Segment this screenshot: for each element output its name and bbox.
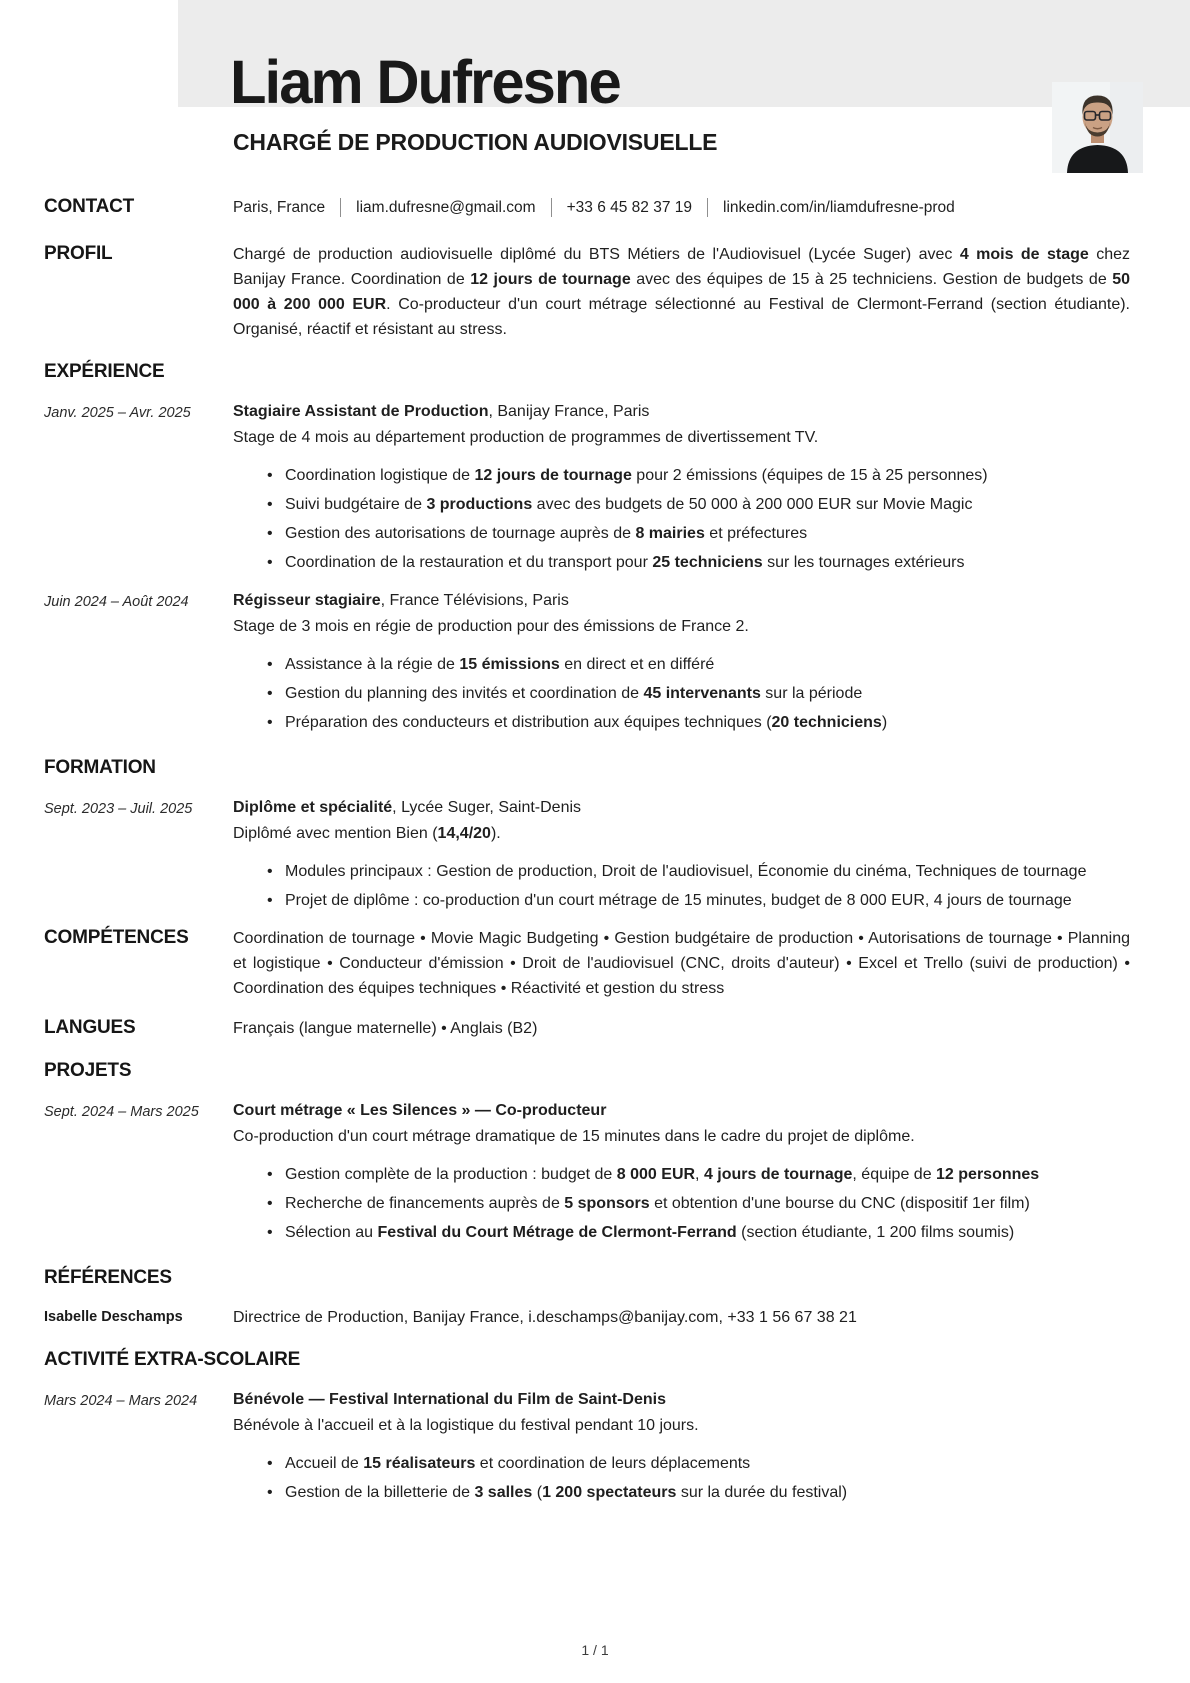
extra-label: ACTIVITÉ EXTRA-SCOLAIRE [44, 1349, 301, 1370]
bullet-item: • Assistance à la régie de 15 émissions en direct et en différé [233, 651, 1130, 678]
profile-photo [1052, 82, 1143, 173]
contact-label: CONTACT [44, 196, 135, 217]
contact-linkedin: linkedin.com/in/liamdufresne-prod [723, 199, 955, 216]
extra-entry [44, 1387, 1130, 1508]
entry-description: Bénévole à l'accueil et à la logistique du festival pendant 10 jours. [233, 1417, 699, 1434]
bullet-item: • Projet de diplôme : co-production d'un court métrage de 15 minutes, budget de 8 000 EUR, 4 jours de tournage [233, 887, 1130, 914]
references-label: RÉFÉRENCES [44, 1267, 172, 1288]
entry-title [233, 399, 1130, 425]
entry-dates: Sept. 2023 – Juil. 2025 [44, 801, 193, 817]
bullet-item: • Gestion du planning des invités et coordination de 45 intervenants sur la période [233, 680, 1130, 707]
entry-title-rest: , Banijay France, Paris [488, 403, 650, 420]
section-heading-formation [44, 756, 1130, 780]
section-heading-experience [44, 360, 1130, 384]
bullet-list [233, 858, 1130, 914]
bullet-list [233, 1161, 1130, 1246]
entry-description: Stage de 4 mois au département production de programmes de divertissement TV. [233, 429, 819, 446]
entry-description: Diplômé avec mention Bien (14,4/20). [233, 825, 501, 842]
formation-entry [44, 795, 1130, 916]
section-competences [44, 926, 1130, 1001]
profil-text: Chargé de production audiovisuelle diplômé du BTS Métiers de l'Audiovisuel (Lycée Suger) avec 4 mois de stage chez Banijay France. Coordination de 12 jours de tournage avec des équipes de 15 à 25 techniciens. Gestion de budgets de 50 000 à 200 000 EUR. Co-producteur d'un court métrage sélectionné au Festival de Clermont-Ferrand (section étudiante). Organisé, réactif et résistant au stress. [233, 246, 1131, 338]
bullet-item: • Préparation des conducteurs et distribution aux équipes techniques (20 techniciens) [233, 709, 1130, 736]
entry-title-bold: Stagiaire Assistant de Production [233, 403, 489, 420]
section-contact [44, 195, 1130, 220]
resume-body [44, 195, 1130, 1518]
entry-title [233, 1387, 1130, 1413]
contact-location: Paris, France [233, 199, 326, 216]
entry-title [233, 588, 1130, 614]
section-langues [44, 1016, 1130, 1041]
entry-dates: Juin 2024 – Août 2024 [44, 594, 189, 610]
entry-dates: Mars 2024 – Mars 2024 [44, 1393, 198, 1409]
section-heading-extra [44, 1348, 1130, 1372]
langues-label: LANGUES [44, 1017, 136, 1038]
bullet-item: • Gestion complète de la production : budget de 8 000 EUR, 4 jours de tournage, équipe de 12 personnes [233, 1161, 1130, 1188]
langues-text: Français (langue maternelle) • Anglais (B2) [233, 1020, 538, 1037]
separator-bar [551, 198, 552, 217]
bullet-list [233, 462, 1130, 576]
bullet-item: • Modules principaux : Gestion de production, Droit de l'audiovisuel, Économie du cinéma, Techniques de tournage [233, 858, 1130, 885]
section-profil [44, 242, 1130, 342]
bullet-item: • Gestion des autorisations de tournage auprès de 8 mairies et préfectures [233, 520, 1130, 547]
reference-entry [44, 1305, 1130, 1330]
section-heading-projets [44, 1059, 1130, 1083]
entry-description: Co-production d'un court métrage dramatique de 15 minutes dans le cadre du projet de diplôme. [233, 1128, 915, 1145]
experience-label: EXPÉRIENCE [44, 361, 165, 382]
bullet-list [233, 1450, 1130, 1506]
bullet-item: • Sélection au Festival du Court Métrage de Clermont-Ferrand (section étudiante, 1 200 films soumis) [233, 1219, 1130, 1246]
contact-line [233, 195, 1130, 220]
competences-text: Coordination de tournage • Movie Magic Budgeting • Gestion budgétaire de production • Autorisations de tournage • Planning et logistique • Conducteur d'émission • Droit de l'audiovisuel (CNC, droits d'auteur) • Excel et Trello (suivi de production) • Coordination des équipes techniques • Réactivité et gestion du stress [233, 930, 1130, 997]
page-indicator: 1 / 1 [581, 1642, 609, 1658]
person-job-title: CHARGÉ DE PRODUCTION AUDIOVISUELLE [233, 129, 718, 155]
reference-text: Directrice de Production, Banijay France, i.deschamps@banijay.com, +33 1 56 67 38 21 [233, 1309, 857, 1326]
entry-title-bold: Court métrage « Les Silences » — Co-producteur [233, 1102, 607, 1119]
entry-title-rest: , Lycée Suger, Saint-Denis [392, 799, 582, 816]
contact-email: liam.dufresne@gmail.com [356, 199, 536, 216]
competences-label: COMPÉTENCES [44, 927, 189, 948]
projets-label: PROJETS [44, 1060, 132, 1081]
bullet-list [233, 651, 1130, 736]
bullet-item: • Coordination de la restauration et du transport pour 25 techniciens sur les tournages extérieurs [233, 549, 1130, 576]
separator-bar [707, 198, 708, 217]
bullet-item: • Recherche de financements auprès de 5 sponsors et obtention d'une bourse du CNC (dispositif 1er film) [233, 1190, 1130, 1217]
entry-title [233, 1098, 1130, 1124]
entry-dates: Janv. 2025 – Avr. 2025 [44, 405, 191, 421]
entry-dates: Sept. 2024 – Mars 2025 [44, 1104, 199, 1120]
profil-label: PROFIL [44, 243, 113, 264]
contact-phone: +33 6 45 82 37 19 [566, 199, 693, 216]
bullet-item: • Coordination logistique de 12 jours de tournage pour 2 émissions (équipes de 15 à 25 personnes) [233, 462, 1130, 489]
bullet-item: • Accueil de 15 réalisateurs et coordination de leurs déplacements [233, 1450, 1130, 1477]
experience-entry [44, 588, 1130, 738]
entry-title [233, 795, 1130, 821]
entry-title-bold: Diplôme et spécialité [233, 799, 393, 816]
entry-description: Stage de 3 mois en régie de production pour des émissions de France 2. [233, 618, 749, 635]
experience-entry [44, 399, 1130, 578]
formation-label: FORMATION [44, 757, 156, 778]
section-heading-references [44, 1266, 1130, 1290]
person-name: Liam Dufresne [230, 48, 620, 116]
separator-bar [340, 198, 341, 217]
bullet-item: • Suivi budgétaire de 3 productions avec des budgets de 50 000 à 200 000 EUR sur Movie Magic [233, 491, 1130, 518]
projet-entry [44, 1098, 1130, 1248]
bullet-item: • Gestion de la billetterie de 3 salles (1 200 spectateurs sur la durée du festival) [233, 1479, 1130, 1506]
portrait-illustration [1052, 82, 1143, 173]
reference-name: Isabelle Deschamps [44, 1309, 183, 1325]
entry-title-bold: Régisseur stagiaire [233, 592, 381, 609]
entry-title-rest: , France Télévisions, Paris [380, 592, 569, 609]
entry-title-bold: Bénévole — Festival International du Film de Saint-Denis [233, 1391, 666, 1408]
